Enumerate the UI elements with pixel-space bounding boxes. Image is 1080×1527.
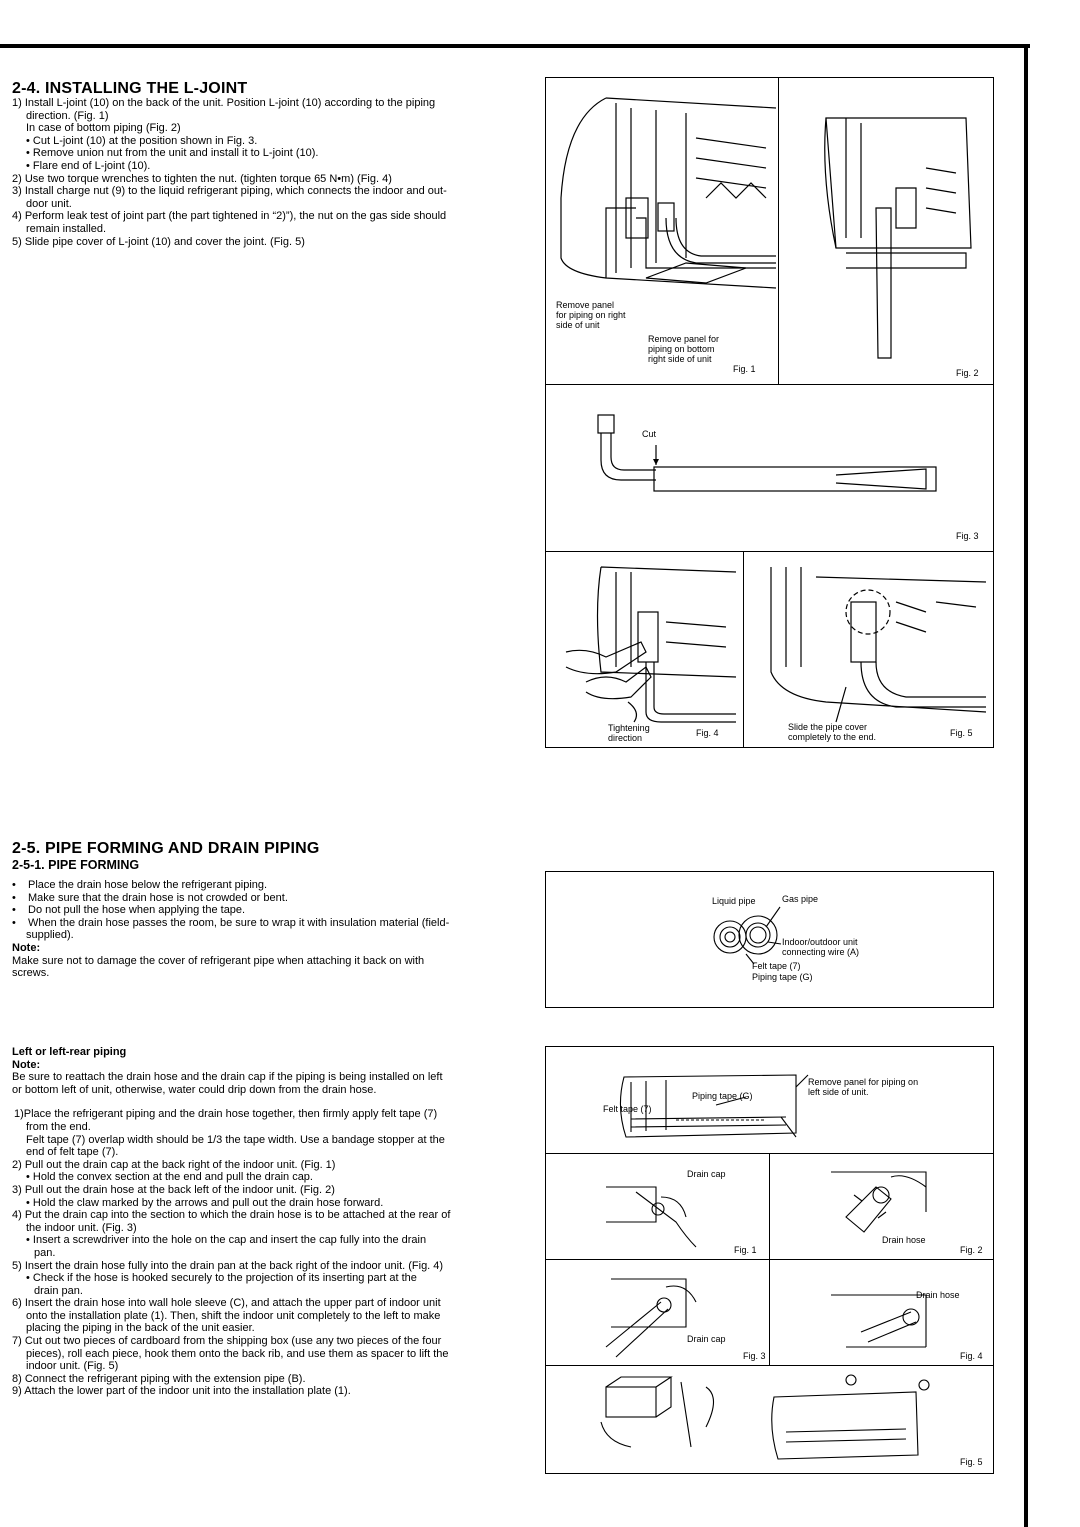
step-text: end of felt tape (7). xyxy=(26,1146,119,1159)
fig-label: Fig. 1 xyxy=(733,364,756,374)
step-text: 9) Attach the lower part of the indoor unit into the installation plate (1). xyxy=(12,1385,351,1398)
caption-text: Remove panel xyxy=(556,300,615,310)
bullet-item: • When the drain hose passes the room, be sure to wrap it with insulation material (field- xyxy=(12,916,450,929)
note-label: Note: xyxy=(12,1058,41,1071)
subsection-title: 2-5-1. PIPE FORMING xyxy=(12,858,140,872)
step-text: • Hold the convex section at the end and pull the drain cap. xyxy=(26,1171,313,1184)
fig-label: Fig. 4 xyxy=(696,728,719,738)
note-text: screws. xyxy=(12,967,50,980)
fig-label: Fig. 5 xyxy=(960,1457,983,1467)
section-title-2-5: 2-5. PIPE FORMING AND DRAIN PIPING xyxy=(12,840,320,857)
section-title-2-4: 2-4. INSTALLING THE L-JOINT xyxy=(12,80,248,97)
note-label: Note: xyxy=(12,941,41,954)
note-text: or bottom left of unit, otherwise, water could drip down from the drain hose. xyxy=(12,1083,377,1096)
step-text: 1) Install L-joint (10) on the back of the unit. Position L-joint (10) according to the piping xyxy=(12,97,436,109)
step-text: • Flare end of L-joint (10). xyxy=(26,159,151,172)
cut-label: Cut xyxy=(642,429,657,439)
caption-text: connecting wire (A) xyxy=(782,947,860,957)
top-border xyxy=(0,44,1030,48)
l-joint-cut-illustration xyxy=(546,385,995,553)
fig1-captions xyxy=(556,300,626,330)
right-border xyxy=(1024,44,1028,1527)
caption-text: piping on bottom xyxy=(648,344,715,354)
step-text: 4) Put the drain cap into the section to which the drain hose is to be attached at the rear of xyxy=(12,1209,451,1222)
caption-text: Slide the pipe cover xyxy=(788,722,868,732)
l-joint-instructions xyxy=(12,97,522,248)
fig-label: Fig. 4 xyxy=(960,1351,983,1361)
step-text: • Remove union nut from the unit and install it to L-joint (10). xyxy=(26,147,319,160)
fig-label: Fig. 2 xyxy=(960,1245,983,1255)
step-text: 4) Perform leak test of joint part (the part tightened in “2)”), the nut on the gas side should xyxy=(12,210,447,223)
step-text: • Hold the claw marked by the arrows and pull out the drain hose forward. xyxy=(26,1196,384,1209)
step-text: In case of bottom piping (Fig. 2) xyxy=(26,122,181,135)
step-text: 2) Use two torque wrenches to tighten the nut. (tighten torque 65 N•m) (Fig. 4) xyxy=(12,172,392,185)
indoor-unit-right-piping-illustration xyxy=(546,78,995,386)
felt-tape-label: Felt tape (7) xyxy=(603,1104,652,1114)
step-text: the indoor unit. (Fig. 3) xyxy=(26,1221,137,1234)
liquid-pipe-label: Liquid pipe xyxy=(712,896,756,906)
piping-tape-label: Piping tape (G) xyxy=(692,1091,753,1101)
drain-cap-label: Drain cap xyxy=(687,1334,726,1344)
pipe-cross-section-box xyxy=(545,871,994,1008)
drain-figures-box xyxy=(545,1046,994,1474)
caption-text: direction xyxy=(608,733,643,743)
caption-text: completely to the end. xyxy=(788,732,877,742)
bullet-item: • Make sure that the drain hose is not crowded or bent. xyxy=(12,891,288,904)
caption-text: Remove panel for piping on xyxy=(808,1077,919,1087)
bullet-item: • Place the drain hose below the refrigerant piping. xyxy=(12,879,268,891)
pipe-forming-list xyxy=(12,879,522,980)
step-text: pan. xyxy=(34,1246,56,1259)
caption-text: Indoor/outdoor unit xyxy=(782,937,858,947)
step-text: direction. (Fig. 1) xyxy=(26,109,109,122)
step-text: placing the piping in the back of the unit easier. xyxy=(26,1322,255,1335)
step-text: • Check if the hose is hooked securely to the projection of its inserting part at the xyxy=(26,1272,417,1285)
fig-label: Fig. 1 xyxy=(734,1245,757,1255)
step-text: from the end. xyxy=(26,1120,91,1133)
step-text: Felt tape (7) overlap width should be 1/3 the tape width. Use a bandage stopper at the xyxy=(26,1133,445,1146)
step-text: 5) Slide pipe cover of L-joint (10) and cover the joint. (Fig. 5) xyxy=(12,235,305,248)
caption-text: right side of unit xyxy=(648,354,712,364)
tightening-and-pipe-cover-illustration xyxy=(546,552,995,749)
subheading: Left or left-rear piping xyxy=(12,1046,127,1058)
drain-cap-label: Drain cap xyxy=(687,1169,726,1179)
figure-3-box xyxy=(545,384,994,552)
fig5-caption xyxy=(788,722,876,742)
caption-text: side of unit xyxy=(556,320,600,330)
remove-panel-left-label xyxy=(808,1077,918,1097)
note-text: Be sure to reattach the drain hose and the drain cap if the piping is being installed on left xyxy=(12,1071,443,1084)
step-text: 5) Insert the drain hose fully into the drain pan at the back right of the indoor unit. (Fig. 4) xyxy=(12,1259,444,1272)
step-text: 8) Connect the refrigerant piping with the extension pipe (B). xyxy=(12,1372,306,1385)
step-text: • Insert a screwdriver into the hole on the cap and insert the cap fully into the drain xyxy=(26,1234,427,1247)
gas-pipe-label: Gas pipe xyxy=(782,894,819,904)
step-text: • Cut L-joint (10) at the position shown in Fig. 3. xyxy=(26,134,258,147)
drain-hose-label: Drain hose xyxy=(882,1235,926,1245)
step-text: 3) Pull out the drain hose at the back left of the indoor unit. (Fig. 2) xyxy=(12,1183,335,1196)
caption-text: for piping on right xyxy=(556,310,626,320)
caption-text: left side of unit. xyxy=(808,1087,869,1097)
fig-label: Fig. 3 xyxy=(743,1351,766,1361)
fig1-captions-2 xyxy=(648,334,719,364)
drain-hose-label: Drain hose xyxy=(916,1290,960,1300)
step-text: 2) Pull out the drain cap at the back right of the indoor unit. (Fig. 1) xyxy=(12,1158,336,1171)
left-piping-instructions xyxy=(12,1046,522,1398)
fig-label: Fig. 5 xyxy=(950,728,973,738)
step-text: 6) Insert the drain hose into wall hole sleeve (C), and attach the upper part of indoor unit xyxy=(12,1297,441,1310)
figure-1-2-box xyxy=(545,77,994,385)
pipe-cross-section-illustration xyxy=(546,872,995,1009)
fig-label: Fig. 3 xyxy=(956,531,979,541)
felt-tape-label: Felt tape (7) xyxy=(752,961,801,971)
caption-text: Tightening xyxy=(608,723,650,733)
bullet-item: supplied). xyxy=(26,929,74,942)
step-text: remain installed. xyxy=(26,222,107,235)
step-text: indoor unit. (Fig. 5) xyxy=(26,1360,119,1373)
step-text: pieces), roll each piece, hook them onto the back rib, and use them as spacer to lift the xyxy=(26,1347,449,1360)
step-text: 3) Install charge nut (9) to the liquid refrigerant piping, which connects the indoor and out- xyxy=(12,185,447,198)
bullet-item: • Do not pull the hose when applying the tape. xyxy=(12,904,246,917)
caption-text: Remove panel for xyxy=(648,334,720,344)
step-text: 7) Cut out two pieces of cardboard from the shipping box (use any two pieces of the four xyxy=(12,1335,442,1348)
note-text: Make sure not to damage the cover of refrigerant pipe when attaching it back on with xyxy=(12,954,425,967)
wire-label xyxy=(782,937,859,957)
step-text: door unit. xyxy=(26,197,72,210)
fig4-caption xyxy=(608,723,650,743)
step-text: drain pan. xyxy=(34,1284,83,1297)
fig-label: Fig. 2 xyxy=(956,368,979,378)
step-text: 1)Place the refrigerant piping and the drain hose together, then firmly apply felt tape (7) xyxy=(14,1108,438,1121)
piping-tape-label: Piping tape (G) xyxy=(752,972,813,982)
figure-4-5-box xyxy=(545,551,994,748)
step-text: onto the installation plate (1). Then, shift the indoor unit completely to the left to make xyxy=(26,1309,441,1322)
